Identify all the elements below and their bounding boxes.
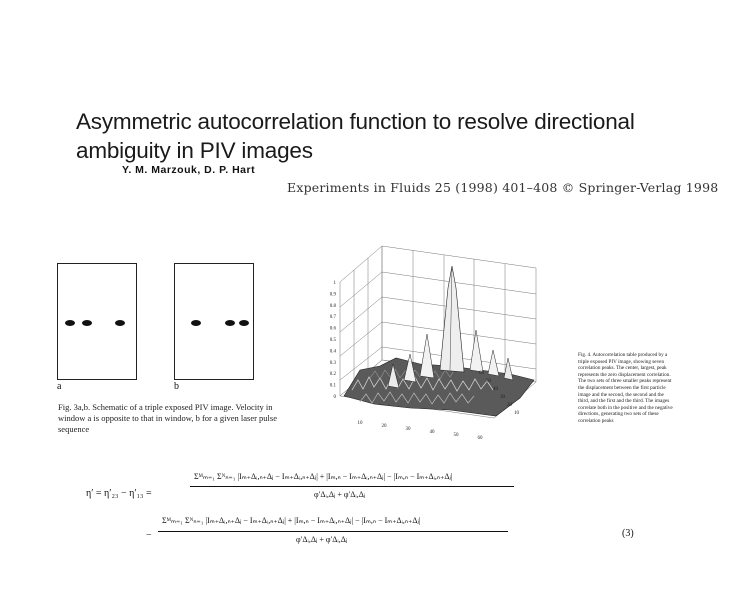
x-tick-label: 40	[429, 430, 435, 435]
z-axis-ticks	[330, 281, 337, 400]
y-tick-label: 60	[479, 371, 484, 376]
z-tick-label: 0.6	[329, 326, 336, 332]
x-tick-label: 20	[381, 424, 387, 429]
z-tick-label: 0.1	[329, 383, 336, 389]
figure3a-label: a	[57, 381, 62, 392]
equation-numerator-1: Σᴹₘ₌₁ Σᴺₙ₌₁ |Iₘ₊Δᵢ,ₙ₊Δⱼ − Iₘ₊Δᵢ,ₙ₊Δⱼ| + |Iₘ,ₙ − Iₘ₊Δᵢ,ₙ₊Δⱼ| − |Iₘ,ₙ − Iₘ₊Δᵢ,ₙ₊Δⱼ|	[194, 472, 453, 481]
paper-authors: Y. M. Marzouk, D. P. Hart	[122, 164, 256, 176]
y-tick-label: 20	[507, 403, 512, 408]
particle-image	[191, 320, 201, 326]
figure3-caption: Fig. 3a,b. Schematic of a triple exposed PIV image. Velocity in window a is opposite to that in window, b for a given laser pulse sequence	[58, 402, 277, 434]
equation-minus: −	[146, 530, 152, 541]
particle-image	[82, 320, 92, 326]
y-tick-label: 40	[493, 387, 498, 392]
figure3b-label: b	[174, 381, 179, 392]
z-tick-label: 0.9	[329, 292, 336, 298]
fraction-bar	[158, 531, 508, 532]
equation-number: (3)	[622, 528, 634, 539]
z-tick-label: 0.2	[329, 372, 336, 378]
z-tick-label: 0.3	[329, 360, 336, 366]
z-tick-label: 1	[333, 281, 336, 286]
x-tick-label: 50	[453, 433, 459, 438]
figure3b-window	[174, 263, 254, 380]
particle-image	[65, 320, 75, 326]
particle-image	[239, 320, 249, 326]
y-tick-label: 50	[486, 379, 491, 384]
paper-title: Asymmetric autocorrelation function to resolve directional ambiguity in PIV images	[76, 109, 635, 164]
z-tick-label: 0	[333, 395, 336, 400]
correlation-surface	[344, 266, 534, 416]
x-tick-label: 60	[477, 436, 483, 441]
particle-image	[115, 320, 125, 326]
figure4-caption: Fig. 4. Autocorrelation table produced by a triple exposed PIV image, showing seven correlation peaks. The center, largest, peak represents the zero displacement correlation. The two sets of three smaller peaks represent the displacement between the first particle image and the second, the second and the third, and the first and the third. The images correlate both in the positive and the negative directions, generating two sets of these correlation peaks	[578, 352, 673, 424]
figure3a-window	[57, 263, 137, 380]
fraction-bar	[190, 486, 514, 487]
z-tick-label: 0.7	[329, 315, 336, 321]
y-tick-label: 30	[500, 395, 505, 400]
equation-numerator-2: Σᴹₘ₌₁ Σᴺₙ₌₁ |Iₘ₊Δᵢ,ₙ₊Δⱼ − Iₘ₊Δᵢ,ₙ₊Δⱼ| + |Iₘ,ₙ − Iₘ₊Δᵢ,ₙ₊Δⱼ| − |Iₘ,ₙ − Iₘ₊Δᵢ,ₙ₊Δⱼ|	[162, 516, 421, 525]
equation-denominator-1: φ′Δᵢ,Δⱼ + φ′Δᵢ,Δⱼ	[314, 490, 366, 499]
z-tick-label: 0.8	[329, 303, 336, 309]
x-tick-label: 10	[357, 421, 363, 426]
y-tick-label: 10	[514, 411, 519, 416]
equation-denominator-2: φ′Δᵢ,Δⱼ + φ′Δᵢ,Δⱼ	[296, 535, 348, 544]
equation-lhs: η′ = η′₂₃ − η′₁₃ =	[86, 488, 152, 499]
figure4-surface-plot	[300, 238, 576, 462]
z-tick-label: 0.4	[329, 349, 336, 355]
journal-citation: Experiments in Fluids 25 (1998) 401–408 © Springer-Verlag 1998	[287, 180, 719, 195]
z-tick-label: 0.5	[329, 338, 336, 343]
x-axis-ticks	[358, 421, 484, 441]
particle-image	[225, 320, 235, 326]
x-tick-label: 30	[405, 427, 411, 432]
